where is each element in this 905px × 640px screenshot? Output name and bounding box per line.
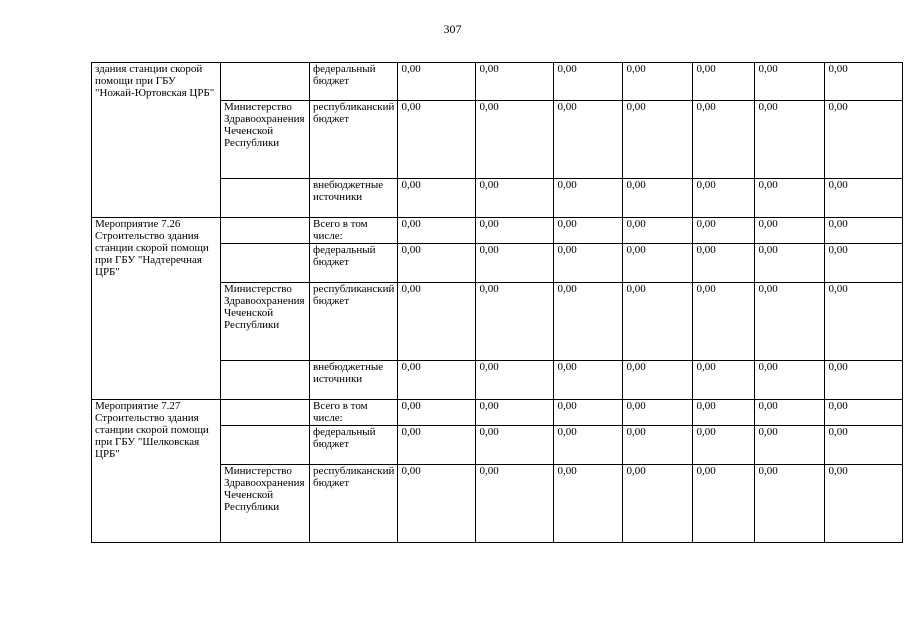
value-cell: 0,00: [554, 426, 623, 465]
value-cell: 0,00: [623, 400, 693, 426]
value-cell: 0,00: [476, 426, 554, 465]
value-cell: 0,00: [476, 101, 554, 179]
executor-cell: [221, 361, 310, 400]
value-cell: 0,00: [398, 465, 476, 543]
value-cell: 0,00: [554, 400, 623, 426]
source-cell: федеральный бюджет: [310, 63, 398, 101]
value-cell: 0,00: [398, 179, 476, 218]
executor-cell: [221, 244, 310, 283]
value-cell: 0,00: [693, 244, 755, 283]
value-cell: 0,00: [755, 465, 825, 543]
value-cell: 0,00: [623, 218, 693, 244]
value-cell: 0,00: [476, 63, 554, 101]
value-cell: 0,00: [825, 63, 903, 101]
value-cell: 0,00: [398, 361, 476, 400]
value-cell: 0,00: [755, 400, 825, 426]
value-cell: 0,00: [755, 283, 825, 361]
value-cell: 0,00: [755, 361, 825, 400]
source-cell: внебюджетные источники: [310, 179, 398, 218]
value-cell: 0,00: [398, 101, 476, 179]
value-cell: 0,00: [554, 361, 623, 400]
value-cell: 0,00: [693, 283, 755, 361]
value-cell: 0,00: [623, 63, 693, 101]
value-cell: 0,00: [398, 218, 476, 244]
value-cell: 0,00: [755, 63, 825, 101]
value-cell: 0,00: [693, 465, 755, 543]
activity-cell: Мероприятие 7.27 Строительство здания станции скорой помощи при ГБУ "Шелковская ЦРБ": [92, 400, 221, 543]
executor-cell: [221, 218, 310, 244]
value-cell: 0,00: [825, 426, 903, 465]
value-cell: 0,00: [693, 426, 755, 465]
value-cell: 0,00: [554, 244, 623, 283]
value-cell: 0,00: [825, 283, 903, 361]
source-cell: республиканский бюджет: [310, 465, 398, 543]
value-cell: 0,00: [623, 426, 693, 465]
executor-cell: [221, 63, 310, 101]
value-cell: 0,00: [825, 400, 903, 426]
executor-cell: [221, 179, 310, 218]
value-cell: 0,00: [554, 179, 623, 218]
value-cell: 0,00: [398, 426, 476, 465]
source-cell: республиканский бюджет: [310, 283, 398, 361]
value-cell: 0,00: [476, 400, 554, 426]
value-cell: 0,00: [476, 283, 554, 361]
table-row: [92, 63, 903, 101]
executor-cell: [221, 426, 310, 465]
value-cell: 0,00: [476, 244, 554, 283]
value-cell: 0,00: [554, 218, 623, 244]
value-cell: 0,00: [554, 63, 623, 101]
source-cell: федеральный бюджет: [310, 426, 398, 465]
value-cell: 0,00: [693, 361, 755, 400]
value-cell: 0,00: [623, 179, 693, 218]
activity-cell: здания станции скорой помощи при ГБУ "Ножай-Юртовская ЦРБ": [92, 63, 221, 218]
value-cell: 0,00: [554, 465, 623, 543]
value-cell: 0,00: [476, 361, 554, 400]
value-cell: 0,00: [755, 218, 825, 244]
value-cell: 0,00: [398, 400, 476, 426]
value-cell: 0,00: [476, 218, 554, 244]
value-cell: 0,00: [623, 465, 693, 543]
source-cell: Всего в том числе:: [310, 218, 398, 244]
value-cell: 0,00: [755, 101, 825, 179]
value-cell: 0,00: [825, 218, 903, 244]
value-cell: 0,00: [755, 426, 825, 465]
value-cell: 0,00: [825, 244, 903, 283]
value-cell: 0,00: [623, 283, 693, 361]
table-row: [92, 400, 903, 426]
value-cell: 0,00: [825, 179, 903, 218]
value-cell: 0,00: [476, 465, 554, 543]
value-cell: 0,00: [693, 101, 755, 179]
value-cell: 0,00: [623, 101, 693, 179]
value-cell: 0,00: [825, 361, 903, 400]
value-cell: 0,00: [476, 179, 554, 218]
page-number: 307: [443, 22, 462, 36]
value-cell: 0,00: [398, 244, 476, 283]
executor-cell: Министерство Здравоохранения Чеченской Республики: [221, 465, 310, 543]
source-cell: Всего в том числе:: [310, 400, 398, 426]
value-cell: 0,00: [755, 179, 825, 218]
value-cell: 0,00: [693, 218, 755, 244]
value-cell: 0,00: [825, 101, 903, 179]
value-cell: 0,00: [554, 283, 623, 361]
source-cell: республиканский бюджет: [310, 101, 398, 179]
activity-cell: Мероприятие 7.26 Строительство здания станции скорой помощи при ГБУ "Надтеречная ЦРБ": [92, 218, 221, 400]
budget-table: [91, 62, 903, 543]
value-cell: 0,00: [693, 400, 755, 426]
table-row: [92, 218, 903, 244]
value-cell: 0,00: [623, 361, 693, 400]
value-cell: 0,00: [755, 244, 825, 283]
value-cell: 0,00: [623, 244, 693, 283]
executor-cell: [221, 400, 310, 426]
value-cell: 0,00: [693, 179, 755, 218]
value-cell: 0,00: [398, 63, 476, 101]
source-cell: внебюджетные источники: [310, 361, 398, 400]
source-cell: федеральный бюджет: [310, 244, 398, 283]
executor-cell: Министерство Здравоохранения Чеченской Республики: [221, 283, 310, 361]
executor-cell: Министерство Здравоохранения Чеченской Республики: [221, 101, 310, 179]
value-cell: 0,00: [825, 465, 903, 543]
value-cell: 0,00: [398, 283, 476, 361]
value-cell: 0,00: [554, 101, 623, 179]
value-cell: 0,00: [693, 63, 755, 101]
